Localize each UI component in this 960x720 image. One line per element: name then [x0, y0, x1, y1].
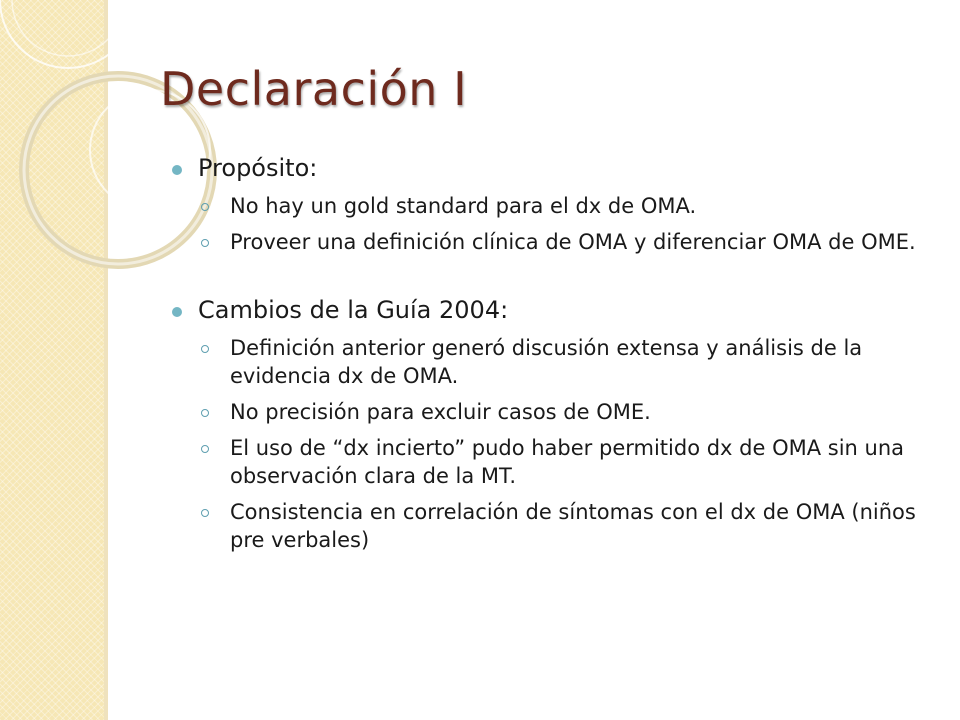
bullet-ring — [201, 509, 209, 517]
list-item-text: Definición anterior generó discusión extensa y análisis de la evidencia dx de OMA. — [230, 336, 863, 388]
list-item-text: Proveer una definición clínica de OMA y diferenciar OMA de OME. — [230, 230, 916, 254]
slide-content — [172, 152, 932, 554]
section-heading-text: Cambios de la Guía 2004: — [198, 296, 509, 324]
bullet-dot — [172, 307, 182, 317]
bullet-ring — [201, 203, 209, 211]
section-heading-changes — [172, 294, 932, 326]
list-item-text: No precisión para excluir casos de OME. — [230, 400, 651, 424]
section-heading-purpose — [172, 152, 932, 184]
list-item — [172, 228, 932, 256]
slide-title: Declaración I — [160, 62, 468, 116]
bullet-ring — [201, 239, 209, 247]
list-item — [172, 192, 932, 220]
bullet-ring — [201, 345, 209, 353]
list-item — [172, 498, 932, 554]
section-heading-text: Propósito: — [198, 154, 318, 182]
bullet-ring — [201, 409, 209, 417]
bullet-ring — [201, 445, 209, 453]
list-item-text: No hay un gold standard para el dx de OMA. — [230, 194, 697, 218]
bullet-dot — [172, 165, 182, 175]
list-item — [172, 334, 932, 390]
list-item-text: Consistencia en correlación de síntomas con el dx de OMA (niños pre verbales) — [230, 500, 916, 552]
list-item-text: El uso de “dx incierto” pudo haber permitido dx de OMA sin una observación clara de la MT. — [230, 436, 905, 488]
decorative-circles — [0, 0, 160, 320]
list-item — [172, 434, 932, 490]
list-item — [172, 398, 932, 426]
